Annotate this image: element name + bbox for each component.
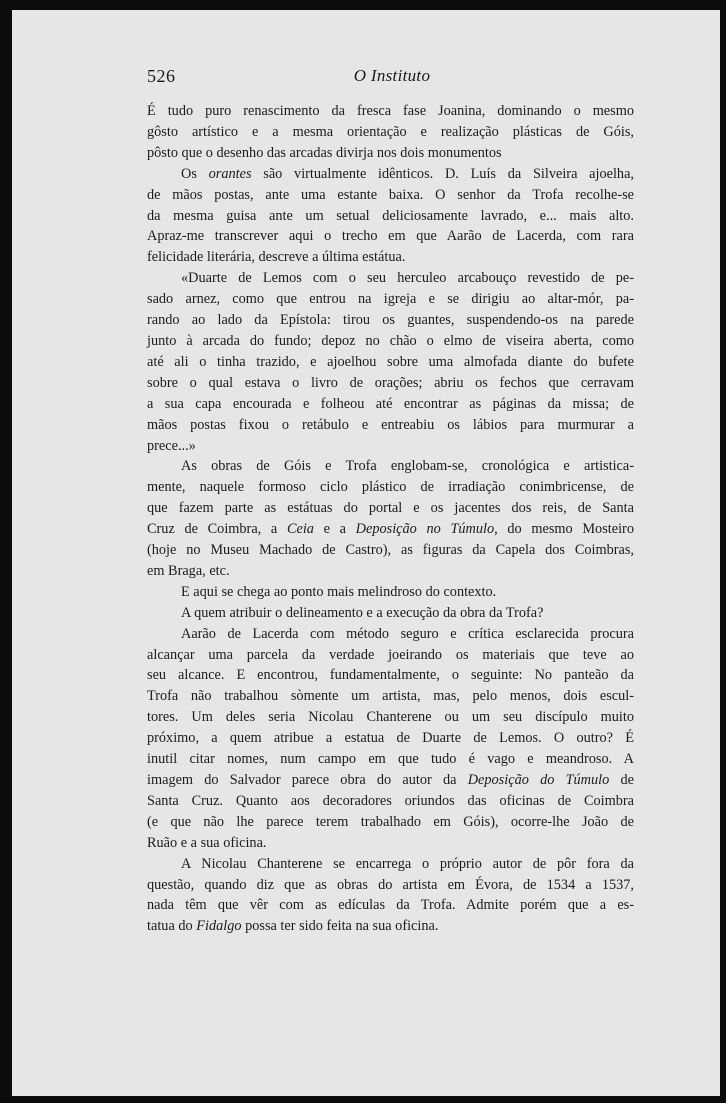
paragraph (147, 164, 634, 269)
text-line: a sua capa encourada e folheou até encontrar as páginas da missa; de (147, 395, 634, 412)
paragraph (147, 268, 634, 456)
text-line: questão, quando diz que as obras do artista em Évora, de 1534 a 1537, (147, 876, 634, 893)
text-segment: Cruz de Coimbra, a (147, 521, 287, 538)
text-segment: de (609, 772, 634, 788)
text-line: tores. Um deles seria Nicolau Chanterene ou um seu discípulo muito (147, 709, 634, 726)
text-line: felicidade literária, descreve a última estátua. (147, 249, 406, 266)
italic-title: Fidalgo (196, 918, 242, 935)
body-text (147, 101, 634, 937)
text-segment: , do mesmo Mosteiro (494, 521, 634, 538)
paragraph (147, 101, 634, 164)
text-segment: possa ter sido feita na sua oficina. (241, 918, 439, 935)
text-line: junto à arcada do fundo; depoz no chão o elmo de viseira aberta, como (147, 332, 634, 349)
text-line: Aarão de Lacerda com método seguro e crítica esclarecida procura (181, 625, 634, 642)
text-line: rando ao lado da Epístola: tirou os guantes, suspendendo-os na parede (147, 312, 634, 329)
text-line (147, 519, 634, 540)
text-line: em Braga, etc. (147, 562, 230, 579)
text-line: de mãos postas, ante uma estante baixa. O senhor da Trofa recolhe-se (147, 186, 634, 203)
text-segment: e a (313, 521, 356, 538)
italic-title: Deposição no Túmulo (355, 521, 495, 538)
text-line: (hoje no Museu Machado de Castro), as figuras da Capela dos Coimbras, (147, 542, 634, 559)
text-line: É tudo puro renascimento da fresca fase Joanina, dominando o mesmo (147, 103, 634, 119)
text-line: Santa Cruz. Quanto aos decoradores oriundos das oficinas de Coimbra (147, 792, 634, 809)
text-segment: tatua do (147, 918, 197, 935)
text-line (147, 164, 634, 185)
text-segment: imagem do Salvador parece obra do autor da (147, 772, 468, 788)
paragraph (147, 854, 634, 938)
italic-title: orantes (208, 165, 252, 182)
text-line: As obras de Góis e Trofa englobam-se, cronológica e artistica- (181, 458, 634, 475)
text-line: inutil citar nomes, num campo em que tudo é vago e meandroso. A (147, 751, 634, 768)
paragraph (147, 582, 634, 603)
book-page (12, 10, 720, 1096)
text-line: «Duarte de Lemos com o seu herculeo arcabouço revestido de pe- (181, 270, 634, 287)
text-line: sado arnez, como que entrou na igreja e se dirigiu ao altar-mór, pa- (147, 291, 634, 308)
text-line: nada têm que vêr com as edículas da Trofa. Admite porém que a es- (147, 897, 634, 914)
text-line: alcançar uma parcela da verdade joeirando os materiais que teve ao (147, 646, 634, 663)
text-line: da mesma guisa ante um setual deliciosamente lavrado, e... mais alto. (147, 207, 634, 224)
text-line (147, 916, 634, 937)
text-line: até ali o tinha trazido, e ajoelhou sobre uma almofada diante do bufete (147, 353, 634, 370)
text-line: Apraz-me transcrever aqui o trecho em que Aarão de Lacerda, com rara (147, 228, 634, 245)
text-line: que fazem parte as estátuas do portal e os jacentes dos reis, de Santa (147, 500, 634, 517)
text-line: Trofa não trabalhou sòmente um artista, mas, pelo menos, dois escul- (147, 688, 634, 705)
text-line: A Nicolau Chanterene se encarrega o próprio autor de pôr fora da (181, 855, 634, 872)
italic-title: Ceia (286, 521, 314, 538)
text-line: E aqui se chega ao ponto mais melindroso do contexto. (181, 583, 497, 600)
text-line: seu alcance. E encontrou, fundamentalmente, o seguinte: No panteão da (147, 667, 634, 684)
text-line: próximo, a quem atribue a estatua de Duarte de Lemos. O outro? É (147, 730, 634, 747)
page-number: 526 (147, 66, 176, 86)
running-title: O Instituto (353, 66, 431, 85)
text-segment: são virtualmente idênticos. D. Luís da Silveira ajoelha, (251, 165, 634, 182)
text-line: pôsto que o desenho das arcadas divirja nos dois monumentos (147, 144, 502, 161)
paragraph (147, 456, 634, 581)
italic-title: Deposição do Túmulo (467, 772, 610, 788)
text-line: mãos postas fixou o retábulo e entreabiu os lábios para murmurar a (147, 416, 634, 433)
text-line: prece...» (147, 437, 196, 454)
text-line: Ruão e a sua oficina. (147, 834, 267, 851)
page-header (147, 66, 637, 90)
text-line (147, 770, 634, 791)
text-line: A quem atribuir o delineamento e a execução da obra da Trofa? (181, 604, 544, 621)
text-segment: Os (181, 165, 209, 182)
paragraph (147, 603, 634, 624)
text-line: gôsto artístico e a mesma orientação e realização plásticas de Góis, (147, 123, 634, 140)
text-line: (e que não lhe parece terem trabalhado em Góis), ocorre-lhe João de (147, 813, 634, 830)
paragraph (147, 624, 634, 854)
text-line: mente, naquele formoso ciclo plástico de irradiação conimbricense, de (147, 479, 634, 496)
text-line: sobre o qual estava o livro de orações; abriu os fechos que cerravam (147, 374, 634, 391)
